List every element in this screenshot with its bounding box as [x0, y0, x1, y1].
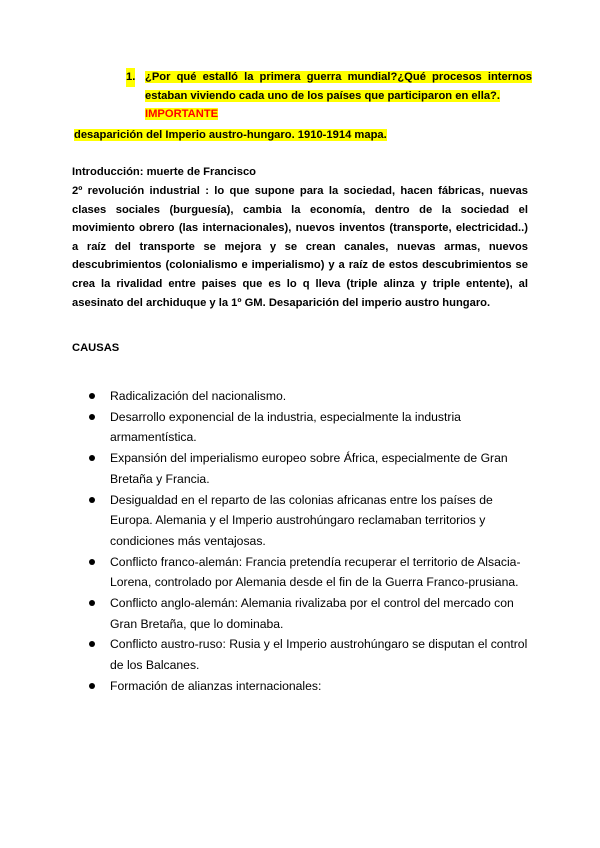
list-item [72, 634, 528, 675]
bullet-icon [89, 393, 95, 399]
list-item-text: Desarrollo exponencial de la industria, especialmente la industria armamentística. [110, 409, 461, 445]
question-text-block [145, 68, 532, 124]
important-label: IMPORTANTE [145, 108, 219, 120]
bullet-icon [89, 600, 95, 606]
subtitle [74, 126, 387, 144]
list-item-text: Radicalización del nacionalismo. [110, 389, 287, 403]
list-item-text: Conflicto franco-alemán: Francia pretendía recuperar el territorio de Alsacia-Lorena, controlado por Alemania desde el fin de la Guerra Franco-prusiana. [110, 554, 521, 590]
list-item [72, 448, 528, 489]
question-item [118, 68, 532, 124]
list-item [72, 407, 528, 448]
list-item [72, 386, 528, 407]
bullet-icon [89, 641, 95, 647]
introduction-body: 2º revolución industrial : lo que supone para la sociedad, hacen fábricas, nuevas clases sociales (burguesía), cambia la economía, dentro de la sociedad el movimiento obrero (las internacionales), nuevos inventos (transporte, electricidad..) a raíz del transporte se mejora y se crean canales, nuevas armas, nuevos descubrimientos (colonialismo e imperialismo) y a raíz de estos descubrimientos se crea la rivalidad entre paises que es lo q lleva (triple alinza y triple entente), al asesinato del archiduque y la 1º GM. Desaparición del imperio austro hungaro. [72, 185, 528, 309]
list-item [72, 552, 528, 593]
bullet-icon [89, 455, 95, 461]
list-item [72, 593, 528, 634]
causes-title: CAUSAS [72, 342, 120, 354]
list-item [72, 676, 528, 697]
list-item-text: Formación de alianzas internacionales: [110, 678, 322, 693]
list-item-text: Conflicto austro-ruso: Rusia y el Imperio austrohúngaro se disputan el control de los Balcanes. [110, 637, 528, 673]
bullet-icon [89, 559, 95, 565]
bullet-icon [89, 683, 95, 689]
list-item [72, 490, 528, 552]
bullet-icon [89, 414, 95, 420]
question-number: 1. [126, 68, 135, 87]
causes-list [72, 386, 528, 697]
subtitle-text: desaparición del Imperio austro-hungaro. 1910-1914 mapa. [74, 129, 387, 141]
list-item-text: Expansión del imperialismo europeo sobre África, especialmente de Gran Bretaña y Francia. [110, 451, 508, 486]
introduction-title: Introducción: muerte de Francisco [72, 166, 257, 178]
bullet-icon [89, 497, 95, 503]
list-item-text: Desigualdad en el reparto de las colonias africanas entre los países de Europa. Alemania y el Imperio austrohúngaro reclamaban territorios y condiciones más ventajosas. [110, 492, 493, 548]
list-item-text: Conflicto anglo-alemán: Alemania rivalizaba por el control del mercado con Gran Bretaña, que lo dominaba. [110, 596, 514, 631]
question-text: ¿Por qué estalló la primera guerra mundial?¿Qué procesos internos estaban viviendo cada uno de los países que participaron en ella?. [145, 71, 532, 102]
